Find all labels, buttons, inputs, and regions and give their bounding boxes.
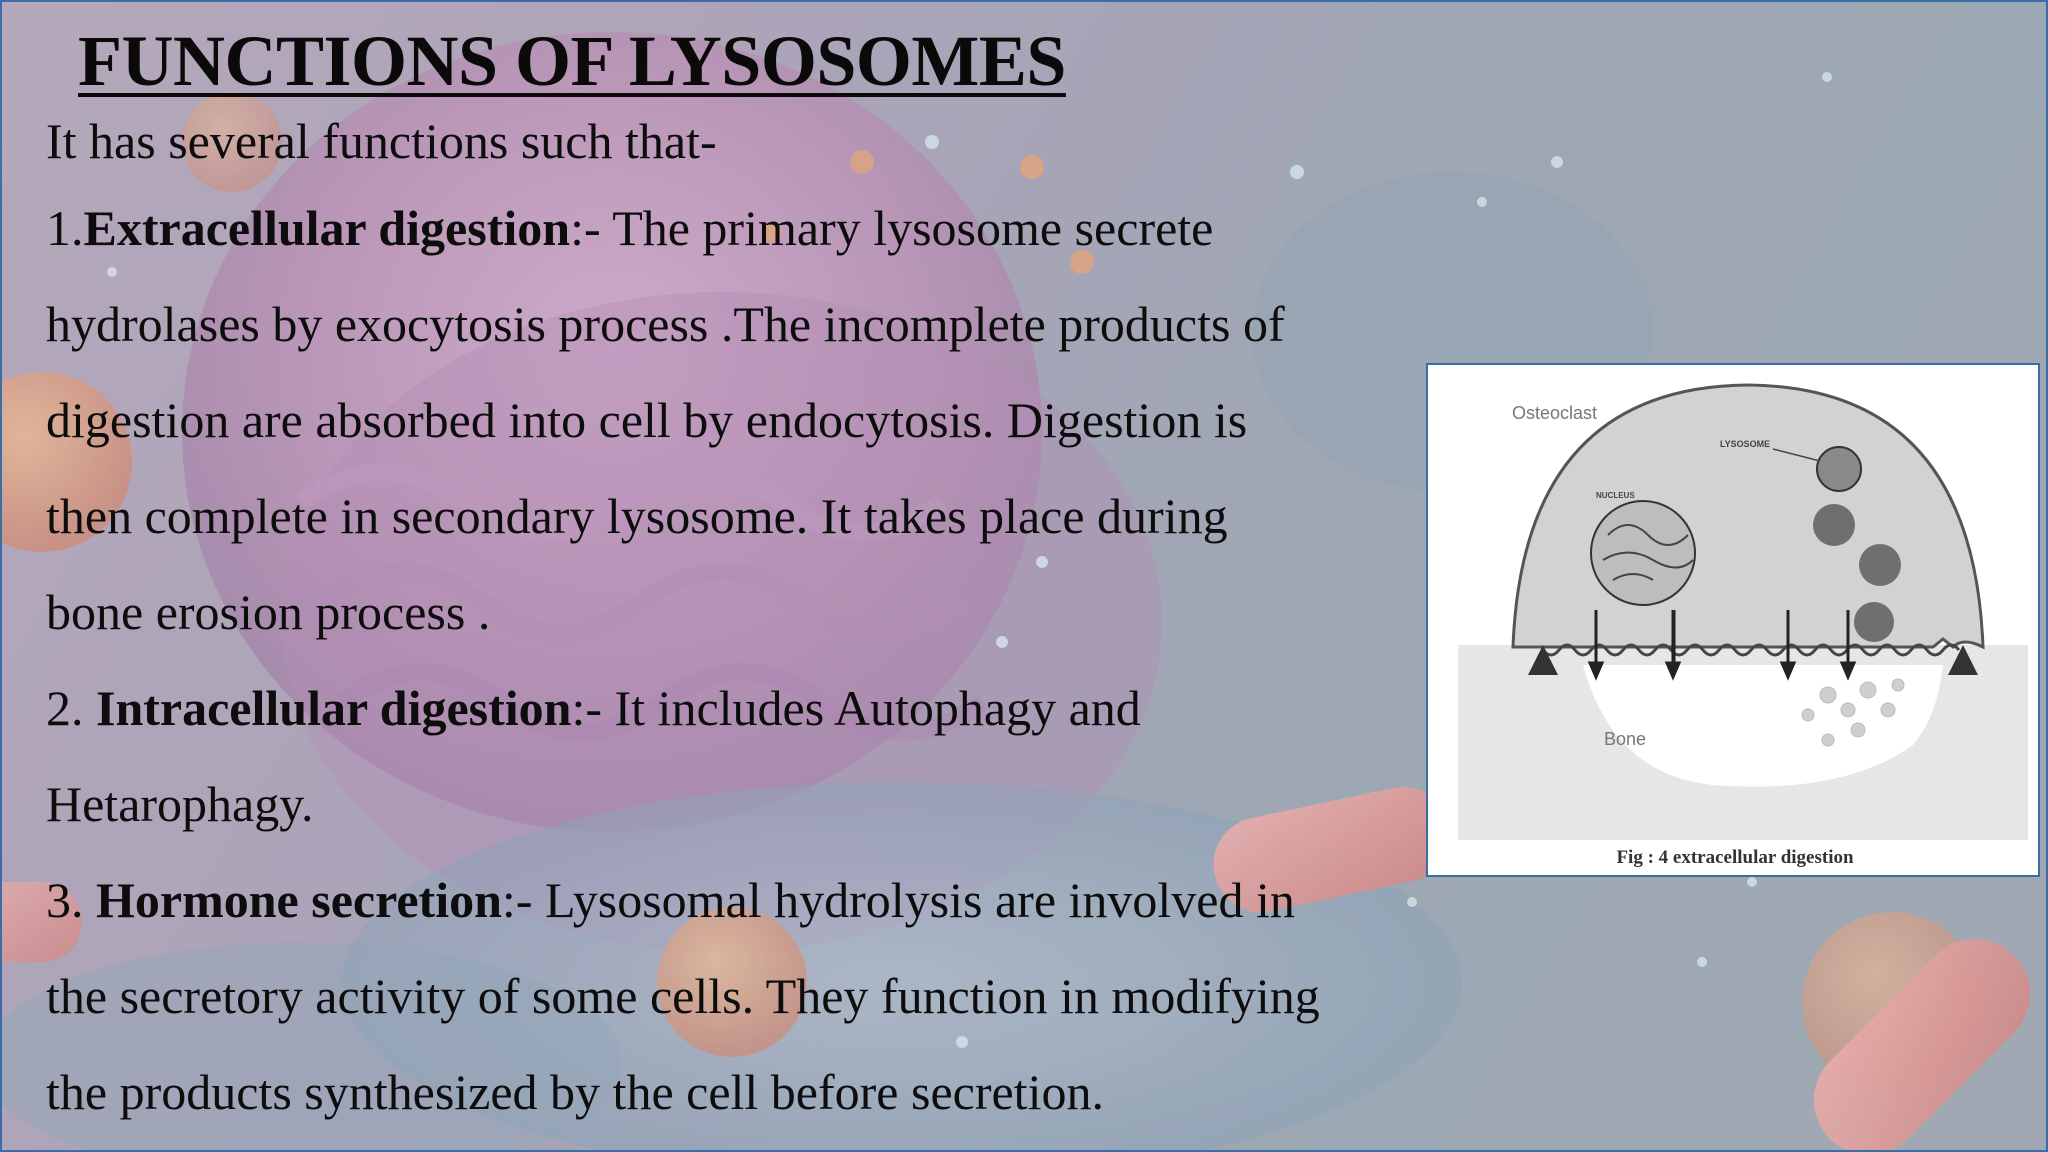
item-1-term: Extracellular digestion bbox=[83, 200, 571, 256]
item-1-line-2: hydrolases by exocytosis process .The incomplete products of bbox=[46, 296, 1285, 352]
item-1-line-5: bone erosion process . bbox=[46, 584, 491, 640]
bone-label: Bone bbox=[1604, 729, 1647, 749]
slide-title: FUNCTIONS OF LYSOSOMES bbox=[78, 21, 1066, 101]
item-2-line-2: Hetarophagy. bbox=[46, 776, 314, 832]
lysosome-label: LYSOSOME bbox=[1720, 439, 1771, 449]
item-3-term: Hormone secretion bbox=[96, 872, 502, 928]
item-3-number: 3. bbox=[46, 872, 96, 928]
item-3-line-2: the secretory activity of some cells. They function in modifying bbox=[46, 968, 1320, 1024]
figure-extracellular-digestion bbox=[1426, 363, 2040, 877]
item-1-line-1: :- The primary lysosome secrete bbox=[570, 200, 1214, 256]
intro-text: It has several functions such that- bbox=[46, 113, 717, 169]
item-1-number: 1. bbox=[46, 200, 84, 256]
item-1-line-4: then complete in secondary lysosome. It takes place during bbox=[46, 488, 1228, 544]
item-2-number: 2. bbox=[46, 680, 96, 736]
item-3-line-1: :- Lysosomal hydrolysis are involved in bbox=[501, 872, 1295, 928]
item-2-line-1: :- It includes Autophagy and bbox=[571, 680, 1141, 736]
item-2-term: Intracellular digestion bbox=[96, 680, 572, 736]
item-3-heading-line bbox=[46, 871, 1446, 929]
figure-caption: Fig : 4 extracellular digestion bbox=[1616, 847, 1854, 868]
item-3-line-3: the products synthesized by the cell before secretion. bbox=[46, 1064, 1104, 1120]
item-1-heading-line bbox=[46, 199, 1446, 257]
item-2-heading-line bbox=[46, 679, 1446, 737]
item-1-line-3: digestion are absorbed into cell by endocytosis. Digestion is bbox=[46, 392, 1248, 448]
osteoclast-label: Osteoclast bbox=[1512, 403, 1598, 423]
nucleus-label: NUCLEUS bbox=[1596, 491, 1635, 500]
